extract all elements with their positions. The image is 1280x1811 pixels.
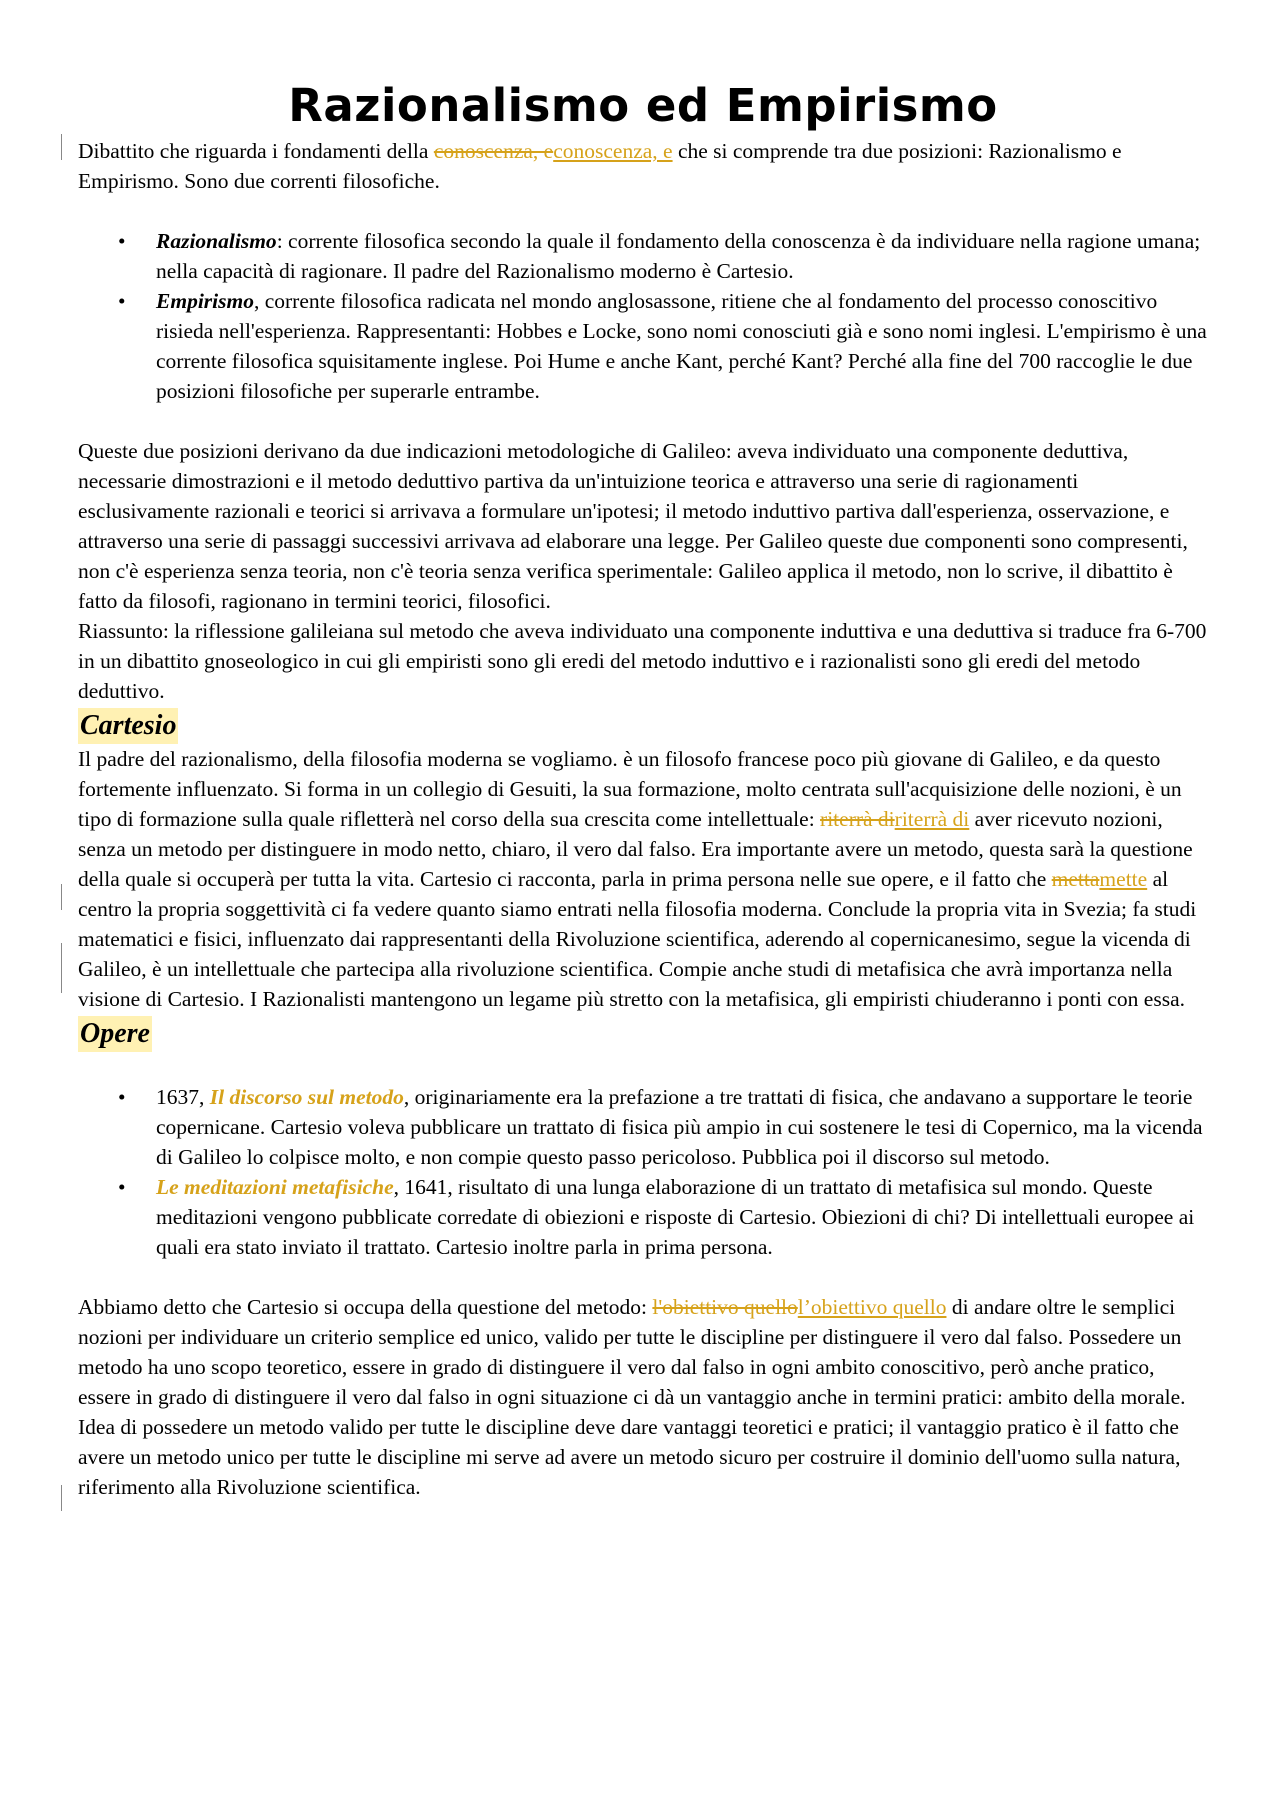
tracked-deletion: l'obiettivo quello bbox=[652, 1295, 798, 1319]
tracked-deletion: riterrà di bbox=[820, 807, 895, 831]
tracked-insertion: riterrà di bbox=[894, 807, 970, 831]
change-bar bbox=[61, 134, 62, 160]
tracked-insertion: conoscenza, e bbox=[553, 139, 673, 163]
heading-cartesio: Cartesio bbox=[78, 708, 178, 744]
cartesio-paragraph: Il padre del razionalismo, della filosofia moderna se vogliamo. è un filosofo francese poco più giovane di Galileo, e da questo fortemente influenzato. Si forma in un collegio di Gesuiti, la sua formazione, molto centrata sull'acquisizione delle nozioni, è un tipo di formazione sulla quale rifletterà nel corso della sua crescita come intellettuale: riterrà diriterrà di aver ricevuto nozioni, senza un metodo per distinguere in modo netto, chiaro, il vero dal falso. Era importante avere un metodo, questa sarà la questione della quale si occuperà per tutta la vita. Cartesio ci racconta, parla in prima persona nelle sue opere, e il fatto che mettamette al centro la propria soggettività ci fa vedere quanto siamo entrati nella filosofia moderna. Conclude la propria vita in Svezia; fa studi matematici e fisici, influenzato dai rappresentanti della Rivoluzione scientifica, aderendo al copernicanesimo, segue la vicenda di Galileo, è un intellettuale che partecipa alla rivoluzione scientifica. Compie anche studi di metafisica che avrà importanza nella visione di Cartesio. I Razionalisti mantengono un legame più stretto con la metafisica, gli empiristi chiuderanno i ponti con essa. bbox=[78, 747, 1197, 1011]
list-item: • 1637, Il discorso sul metodo, originariamente era la prefazione a tre trattati di fisica, che andavano a supportare le teorie copernicane. Cartesio voleva pubblicare un trattato di fisica più ampio in cui sostenere le tesi di Copernico, ma la vicenda di Galileo lo colpisce molto, e non compie questo passo pericoloso. Pubblica poi il discorso sul metodo. bbox=[78, 1082, 1208, 1172]
method-paragraph: Abbiamo detto che Cartesio si occupa della questione del metodo: l'obiettivo quellol’obiettivo quello di andare oltre le semplici nozioni per individuare un criterio semplice ed unico, valido per tutte le discipline per distinguere il vero dal falso. Possedere un metodo ha uno scopo teoretico, essere in grado di distinguere il vero dal falso in ogni ambito conoscitivo, però anche pratico, essere in grado di distinguere il vero dal falso in ogni situazione ci dà un vantaggio anche in termini pratici: ambito della morale. Idea di possedere un metodo valido per tutte le discipline deve dare vantaggi teoretici e pratici; il vantaggio pratico è il fatto che avere un metodo unico per tutte le discipline mi serve ad avere un metodo sicuro per costruire il dominio dell'uomo sulla natura, riferimento alla Rivoluzione scientifica. bbox=[78, 1295, 1186, 1499]
galileo-paragraph: Queste due posizioni derivano da due indicazioni metodologiche di Galileo: aveva individuato una componente deduttiva, necessarie dimostrazioni e il metodo deduttivo partiva da un'intuizione teorica e attraverso una serie di ragionamenti esclusivamente razionali e teorici si arrivava a formulare un'ipotesi; il metodo induttivo partiva dall'esperienza, osservazione, e attraverso una serie di passaggi successivi arrivava ad elaborare una legge. Per Galileo queste due componenti sono compresenti, non c'è esperienza senza teoria, non c'è teoria senza verifica sperimentale: Galileo applica il metodo, non lo scrive, il dibattito è fatto da filosofi, ragionano in termini teorici, filosofici. bbox=[78, 439, 1188, 613]
work-title: Le meditazioni metafisiche bbox=[156, 1175, 394, 1199]
list-item: • Empirismo, corrente filosofica radicata nel mondo anglosassone, ritiene che al fondamento del processo conoscitivo risieda nell'esperienza. Rappresentanti: Hobbes e Locke, sono nomi conosciuti già e sono nomi inglesi. L'empirismo è una corrente filosofica squisitamente inglese. Poi Hume e anche Kant, perché Kant? Perché alla fine del 700 raccoglie le due posizioni filosofiche per superarle entrambe. bbox=[78, 286, 1208, 406]
work-title: Il discorso sul metodo bbox=[209, 1085, 404, 1109]
change-bar bbox=[61, 943, 62, 993]
tracked-deletion: metta bbox=[1051, 867, 1100, 891]
bullet-icon: • bbox=[118, 229, 126, 253]
list-item: • Le meditazioni metafisiche, 1641, risultato di una lunga elaborazione di un trattato di metafisica sul mondo. Queste meditazioni vengono pubblicate corredate di obiezioni e risposte di Cartesio. Obiezioni di chi? Di intellettuali europee ai quali era stato inviato il trattato. Cartesio inoltre parla in prima persona. bbox=[78, 1172, 1208, 1262]
tracked-insertion: l’obiettivo quello bbox=[797, 1295, 947, 1319]
bullet-icon: • bbox=[118, 289, 126, 313]
document-page bbox=[78, 80, 1208, 1502]
change-bar bbox=[61, 884, 62, 910]
intro-paragraph: Dibattito che riguarda i fondamenti della conoscenza, econoscenza, e che si comprende tra due posizioni: Razionalismo e Empirismo. Sono due correnti filosofiche. bbox=[78, 139, 1122, 193]
summary-paragraph: Riassunto: la riflessione galileiana sul metodo che aveva individuato una componente induttiva e una deduttiva si traduce fra 6-700 in un dibattito gnoseologico in cui gli empiristi sono gli eredi del metodo induttivo e i razionalisti sono gli eredi del metodo deduttivo. bbox=[78, 619, 1207, 703]
bullet-icon: • bbox=[118, 1085, 126, 1109]
bullet-icon: • bbox=[118, 1175, 126, 1199]
term-empirismo: Empirismo bbox=[156, 289, 254, 313]
term-razionalismo: Razionalismo bbox=[156, 229, 277, 253]
currents-list bbox=[78, 226, 1208, 406]
tracked-insertion: mette bbox=[1099, 867, 1148, 891]
list-item: • Razionalismo: corrente filosofica secondo la quale il fondamento della conoscenza è da individuare nella ragione umana; nella capacità di ragionare. Il padre del Razionalismo moderno è Cartesio. bbox=[78, 226, 1208, 286]
heading-opere: Opere bbox=[78, 1016, 152, 1052]
document-title: Razionalismo ed Empirismo bbox=[288, 79, 998, 132]
works-list bbox=[78, 1082, 1208, 1262]
change-bar bbox=[61, 1485, 62, 1511]
tracked-deletion: conoscenza, e bbox=[433, 139, 554, 163]
